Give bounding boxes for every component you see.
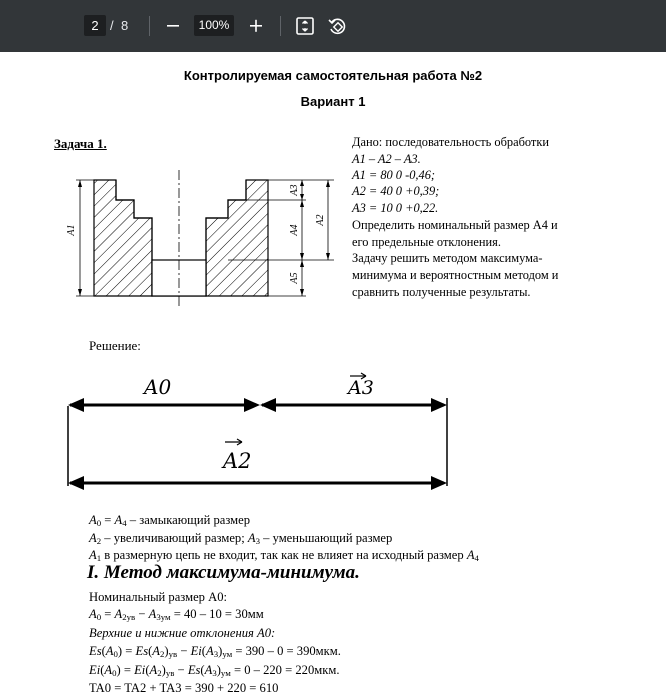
pdf-toolbar	[0, 0, 666, 52]
solution-label: Решение:	[89, 338, 141, 353]
es-formula: $Es(A_0) = Es(A_2)_{ув} - Ei(A_3)_{ум} = 390 - 0 = 390мкм$.	[89, 644, 341, 660]
drawing-left-section	[94, 180, 152, 296]
drawing-right-section	[206, 180, 268, 296]
dim-label-a2: A2	[315, 214, 326, 226]
rotate-button[interactable]	[326, 15, 348, 37]
plus-icon	[246, 15, 266, 36]
definition-line-3: $A_1$ в размерную цепь не входит, так как не влияет на исходный размер $A_4$	[89, 548, 479, 564]
given-line-10: сравнить полученные результаты.	[352, 285, 531, 299]
toolbar-divider	[149, 16, 150, 36]
tolerance-formula-partial: TA0 = TA2 + TA3 = 390 + 220 = 610	[89, 681, 279, 695]
dim-label-a4: A4	[289, 224, 300, 236]
page-number-input[interactable]: 2	[84, 15, 106, 36]
fit-to-page-icon	[294, 15, 316, 37]
chain-label-a0: A0	[144, 375, 172, 399]
given-line-1: Дано: последовательность обработки	[352, 135, 549, 149]
dim-label-a3: A3	[289, 184, 300, 196]
method-heading: I. Метод максимума-минимума.	[87, 562, 360, 583]
rotate-icon	[326, 15, 348, 37]
definition-line-2: $A_2$ – увеличивающий размер; $A_3$ – уменьшающий размер	[89, 531, 393, 547]
given-a1: A1 = 80 0 -0,46;	[352, 168, 436, 182]
page-separator: /	[110, 18, 114, 33]
given-line-7: его предельные отклонения.	[352, 235, 501, 249]
task-label: Задача 1.	[54, 136, 107, 151]
minus-icon	[163, 15, 183, 36]
dim-label-a5: A5	[289, 272, 300, 284]
ei-formula: $Ei(A_0) = Ei(A_2)_{ув} - Es(A_3)_{ум} = 0 - 220 = 220мкм$.	[89, 663, 340, 679]
chain-label-a3: A3	[348, 377, 374, 399]
given-sequence: A1 – A2 – A3.	[352, 152, 421, 166]
zoom-out-button[interactable]	[163, 15, 183, 36]
given-a2: A2 = 40 0 +0,39;	[352, 184, 440, 198]
nominal-formula: $A_0 = A_{2ув} - A_{3ум} = 40 - 10 = 30мм$	[89, 607, 264, 623]
document-title: Контролируемая самостоятельная работа №2	[183, 68, 483, 83]
zoom-level-input[interactable]: 100%	[194, 15, 234, 36]
deviation-label: Верхние и нижние отклонения A0:	[89, 626, 276, 640]
zoom-in-button[interactable]	[246, 15, 266, 36]
given-line-6: Определить номинальный размер A4 и	[352, 218, 558, 232]
document-page	[0, 52, 666, 695]
variant-heading: Вариант 1	[300, 94, 366, 109]
given-line-8: Задачу решить методом максимума-	[352, 251, 543, 265]
fit-page-button[interactable]	[294, 15, 316, 37]
nominal-label: Номинальный размер A0:	[89, 590, 227, 604]
given-line-9: минимума и вероятностным методом и	[352, 268, 559, 282]
given-a3: A3 = 10 0 +0,22.	[352, 201, 439, 215]
dimension-chain-diagram	[60, 370, 460, 492]
toolbar-divider	[280, 16, 281, 36]
chain-label-a2: A2	[223, 449, 252, 473]
dim-label-a1: A1	[66, 224, 77, 236]
total-pages: 8	[121, 18, 129, 33]
part-drawing	[62, 170, 342, 310]
definition-line-1: $A_0 = A_4$ – замыкающий размер	[89, 513, 251, 529]
